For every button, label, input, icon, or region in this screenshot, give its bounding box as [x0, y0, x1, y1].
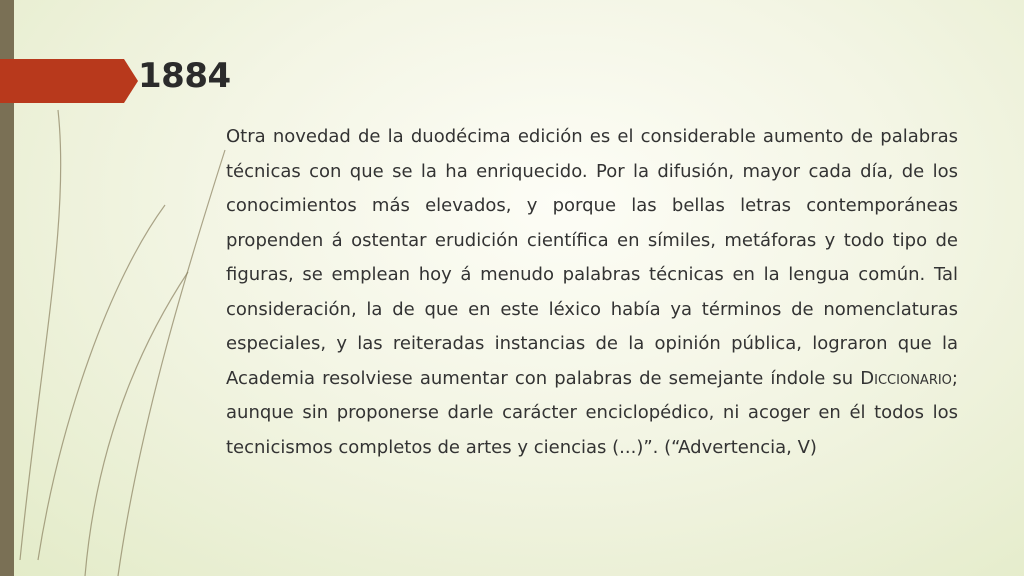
body-text-part-1: Otra novedad de la duodécima edición es el considerable aumento de palabras técnicas con que se la ha enriquecido. Por la difusión, mayor cada día, de los conocimientos más elevados, y porque las bellas letras contemporáneas propenden á ostentar erudición científica en símiles, metáforas y todo tipo de figuras, se emplean hoy á menudo palabras técnicas en la lengua común. Tal consideración, la de que en este léxico había ya términos de nomenclaturas especiales, y las reiteradas instancias de la opinión pública, lograron que la Academia resolviese aumentar con palabras de semejante índole su — [226, 126, 958, 389]
slide-title: 1884 — [138, 56, 231, 96]
slide-body-text — [226, 120, 958, 465]
title-accent-arrow — [124, 59, 138, 103]
decorative-curve-3 — [85, 272, 188, 576]
decorative-curve-1 — [20, 110, 61, 560]
body-text-part-2: ; aunque sin proponerse darle carácter enciclopédico, ni acoger en él todos los tecnicismos completos de artes y ciencias (...)”. (“Advertencia, V) — [226, 367, 958, 458]
title-accent-bar — [0, 59, 124, 103]
body-text-term: Diccionario — [860, 367, 952, 389]
decorative-curve-2 — [38, 205, 165, 560]
decorative-curve-4 — [118, 150, 225, 576]
